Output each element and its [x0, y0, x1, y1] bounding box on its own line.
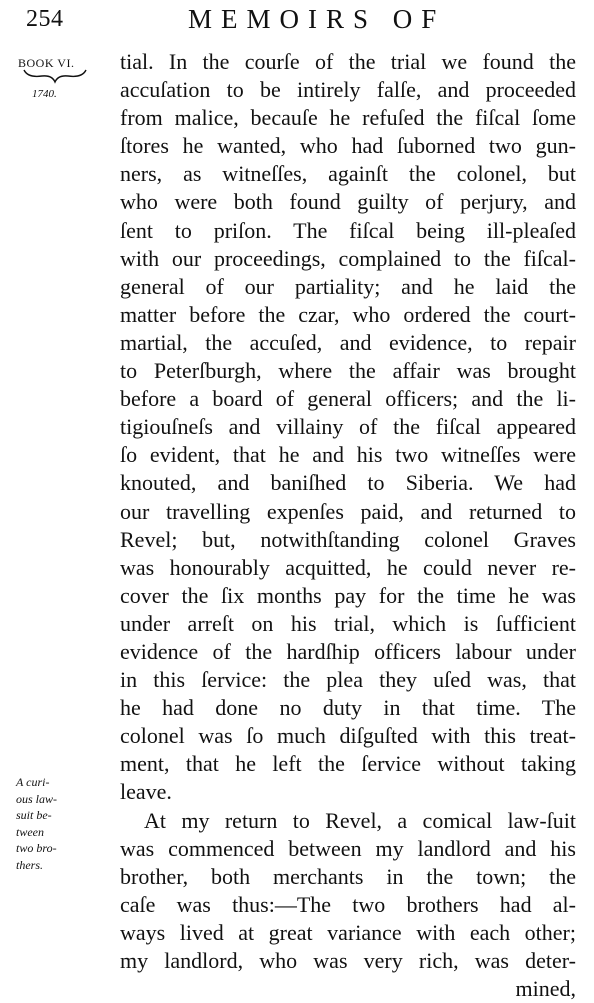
- sidenote-line: tween: [16, 824, 44, 839]
- text-line: brother, both merchants in the town; the: [120, 863, 576, 889]
- page-number: 254: [26, 6, 64, 32]
- catchword: mined,: [515, 976, 576, 1002]
- text-line: he had done no duty in that time. The: [120, 695, 576, 721]
- margin-book-label: BOOK VI.: [18, 56, 75, 70]
- text-line: to Peterſburgh, where the affair was brought: [120, 358, 576, 384]
- text-line: under arreſt on his trial, which is ſufficient: [120, 610, 576, 636]
- text-line: matter before the czar, who ordered the court-: [120, 301, 576, 327]
- sidenote-line: A curi-: [16, 775, 50, 789]
- margin-year: 1740.: [32, 88, 57, 100]
- text-line: tial. In the courſe of the trial we found the: [120, 49, 576, 74]
- text-line: ners, as witneſſes, againſt the colonel, but: [120, 161, 576, 187]
- text-line: ways lived at great variance with each other;: [120, 919, 576, 945]
- text-line: my landlord, who was very rich, was deter-: [120, 948, 576, 973]
- text-line: was honourably acquitted, he could never re-: [120, 554, 576, 580]
- text-line: our travelling expenſes paid, and returned to: [120, 498, 576, 524]
- text-line: who were both found guilty of perjury, and: [120, 189, 576, 215]
- text-line: Revel; but, notwithſtanding colonel Graves: [120, 526, 576, 552]
- running-head: MEMOIRS OF: [188, 4, 446, 34]
- text-line: knouted, and baniſhed to Siberia. We had: [120, 470, 576, 496]
- body-text: [120, 48, 576, 1003]
- text-line: cover the ſix months pay for the time he was: [120, 582, 576, 608]
- text-line: general of our partiality; and he laid the: [120, 273, 576, 299]
- text-line: from malice, becauſe he refuſed the fiſcal ſome: [120, 105, 576, 131]
- text-line: ſo evident, that he and his two witneſſes were: [120, 442, 576, 468]
- text-line: martial, the accuſed, and evidence, to repair: [120, 329, 576, 355]
- text-line: in this ſervice: the plea they uſed was, that: [120, 667, 576, 693]
- text-line: tigiouſneſs and villainy of the fiſcal appeared: [120, 414, 576, 440]
- text-line: ment, that he left the ſervice without taking: [120, 751, 576, 777]
- text-line: accuſation to be intirely falſe, and proceeded: [120, 77, 576, 103]
- sidenote-line: ous law-: [16, 791, 58, 806]
- text-line: colonel was ſo much diſguſted with this treat-: [120, 723, 576, 749]
- sidenote-line: suit be-: [16, 808, 52, 822]
- sidenote-line: thers.: [16, 857, 43, 872]
- text-line: ſtores he wanted, who had ſuborned two gun-: [120, 133, 576, 159]
- text-line: with our proceedings, complained to the fiſcal-: [120, 245, 576, 271]
- text-line: leave.: [120, 779, 172, 805]
- text-line: before a board of general officers; and the li-: [120, 386, 576, 412]
- sidenote: [16, 774, 82, 873]
- margin-brace: [22, 68, 88, 84]
- text-line: At my return to Revel, a comical law-ſuit: [144, 807, 576, 833]
- sidenote-line: two bro-: [16, 841, 57, 855]
- text-line: ſent to priſon. The fiſcal being ill-pleaſed: [120, 217, 576, 243]
- text-line: evidence of the hardſhip officers labour under: [120, 638, 576, 664]
- text-line: caſe was thus:—The two brothers had al-: [120, 891, 576, 917]
- text-line: was commenced between my landlord and his: [120, 835, 576, 861]
